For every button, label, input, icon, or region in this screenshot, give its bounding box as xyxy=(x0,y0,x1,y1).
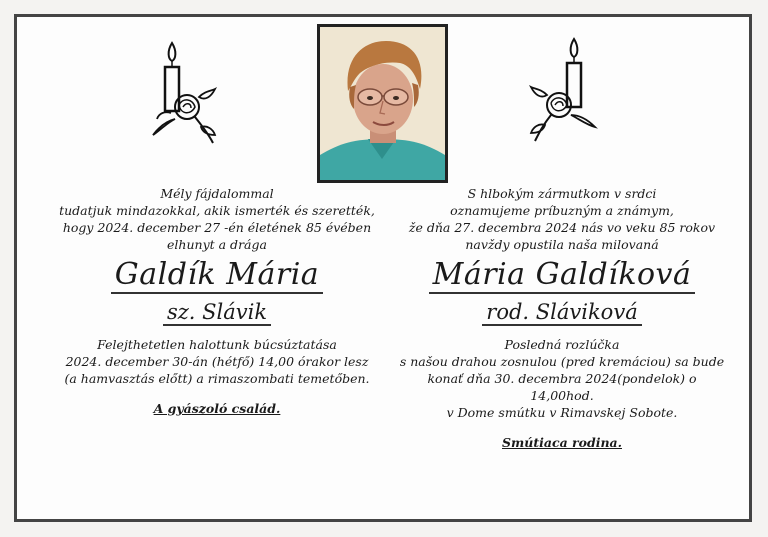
maiden-name: rod. Sláviková xyxy=(482,300,641,326)
deceased-name: Mária Galdíková xyxy=(429,258,696,294)
signature: A gyászoló család. xyxy=(153,401,281,416)
intro-line: oznamujeme príbuzným a známym, xyxy=(450,203,674,218)
intro-line: navždy opustila naša milovaná xyxy=(465,237,659,252)
deceased-name: Galdík Mária xyxy=(111,258,323,294)
intro-line: že dňa 27. decembra 2024 nás vo veku 85 rokov xyxy=(408,220,716,235)
farewell-line: (a hamvasztás előtt) a rimaszombati temetőben. xyxy=(64,371,370,386)
farewell-text xyxy=(397,336,727,421)
portrait-photo xyxy=(317,24,448,183)
intro-line: elhunyt a drága xyxy=(167,237,267,252)
farewell-line: v Dome smútku v Rimavskej Sobote. xyxy=(446,405,678,420)
intro-line: hogy 2024. december 27 -én életének 85 évében xyxy=(62,220,372,235)
intro-line: S hlbokým zármutkom v srdci xyxy=(467,186,657,201)
farewell-line: konať dňa 30. decembra 2024(pondelok) o 14,00hod. xyxy=(427,371,697,403)
farewell-line: 2024. december 30-án (hétfő) 14,00 órakor lesz xyxy=(65,354,369,369)
slovak-notice xyxy=(397,185,727,451)
maiden-name: sz. Slávik xyxy=(163,300,271,326)
farewell-line: s našou drahou zosnulou (pred kremáciou) sa bude xyxy=(399,354,725,369)
obituary-card xyxy=(14,14,752,522)
signature: Smútiaca rodina. xyxy=(502,435,622,450)
farewell-text xyxy=(52,336,382,387)
hungarian-notice xyxy=(52,185,382,417)
farewell-line: Felejthetetlen halottunk búcsúztatása xyxy=(97,337,337,352)
intro-text xyxy=(52,185,382,253)
intro-text xyxy=(397,185,727,253)
candle-rose-icon xyxy=(529,31,609,146)
candle-rose-icon xyxy=(145,35,225,150)
intro-line: Mély fájdalommal xyxy=(160,186,274,201)
intro-line: tudatjuk mindazokkal, akik ismerték és szerették, xyxy=(59,203,375,218)
farewell-line: Posledná rozlúčka xyxy=(504,337,620,352)
